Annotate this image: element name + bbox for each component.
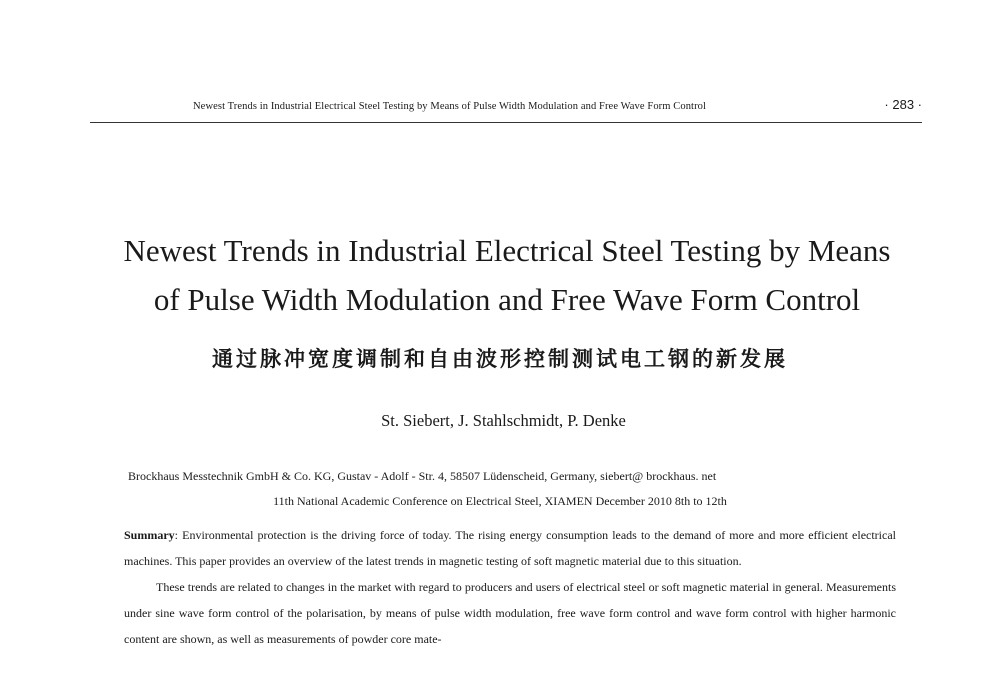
conference-info: 11th National Academic Conference on Electrical Steel, XIAMEN December 2010 8th to 12th (273, 494, 727, 508)
paper-title-line-2: of Pulse Width Modulation and Free Wave Form Control (153, 282, 861, 317)
running-header (90, 96, 922, 123)
summary-label: Summary (124, 528, 175, 542)
paper-title-line-1: Newest Trends in Industrial Electrical Steel Testing by Means (123, 233, 891, 268)
abstract (124, 522, 896, 652)
summary-text: Environmental protection is the driving force of today. The rising energy consumption leads to the demand of more and more efficient electrical machines. This paper provides an overview of the latest trends in magnetic testing of soft magnetic material due to this situation. (124, 528, 896, 568)
author-list: St. Siebert, J. Stahlschmidt, P. Denke (381, 411, 626, 430)
summary-paragraph (124, 522, 896, 574)
summary-separator: : (174, 528, 183, 542)
running-title: Newest Trends in Industrial Electrical Steel Testing by Means of Pulse Width Modulation and Free Wave Form Control (193, 101, 707, 112)
paper-title (0, 226, 1000, 324)
page-number: · 283 · (884, 97, 922, 112)
paper-title-chinese: 通过脉冲宽度调制和自由波形控制测试电工钢的新发展 (212, 346, 788, 371)
abstract-paragraph-2: These trends are related to changes in the market with regard to producers and users of electrical steel or soft magnetic material in general. Measurements under sine wave form control of the polarisation, by means of pulse width modulation, free wave form control and wave form control with higher harmonic content are shown, as well as measurements of powder core mate- (124, 580, 896, 646)
affiliation: Brockhaus Messtechnik GmbH & Co. KG, Gustav - Adolf - Str. 4, 58507 Lüdenscheid, Germany, siebert@ brockhaus. net (128, 469, 717, 483)
